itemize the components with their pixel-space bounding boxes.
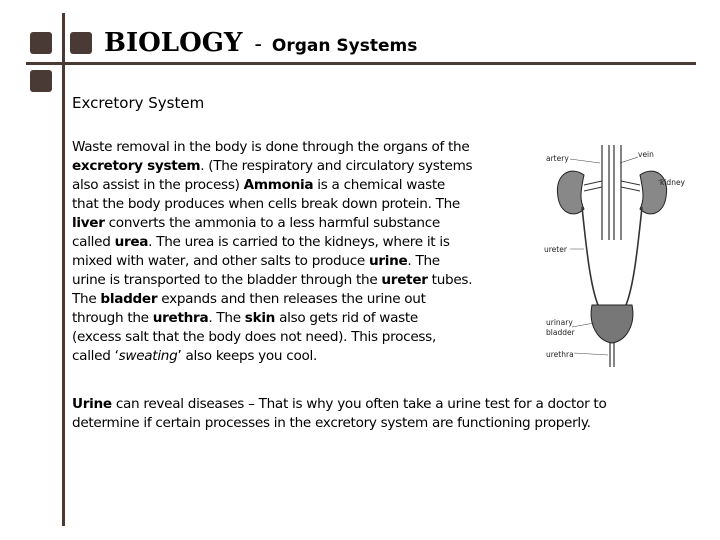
text-run: can reveal diseases – That is why you often take a urine test for a doctor to — [111, 396, 607, 412]
key-term: ureter — [381, 272, 428, 288]
emphasized-term: sweating — [118, 348, 178, 364]
text-run: The — [72, 291, 101, 307]
body-line — [72, 347, 520, 366]
key-term: liver — [72, 215, 105, 231]
decor-square-2 — [70, 32, 92, 54]
diagram-ureter-right — [626, 207, 642, 305]
body-paragraph — [72, 138, 520, 366]
diagram-label-bladder-2: bladder — [546, 328, 575, 337]
text-run: mixed with water, and other salts to produce — [72, 253, 369, 269]
text-run: converts the ammonia to a less harmful substance — [104, 215, 440, 231]
diagram-label-artery: artery — [546, 154, 569, 163]
diagram-bladder — [591, 305, 633, 343]
body-line — [72, 328, 520, 347]
decor-square-1 — [30, 32, 52, 54]
diagram-kidney-left — [557, 171, 584, 214]
body-line — [72, 290, 520, 309]
text-run: through the — [72, 310, 153, 326]
body-line — [72, 176, 520, 195]
text-run: also assist in the process) — [72, 177, 244, 193]
key-term: excretory system — [72, 158, 201, 174]
text-run: urine is transported to the bladder through the — [72, 272, 382, 288]
title-subtitle: Organ Systems — [271, 36, 418, 56]
frame-horizontal-rule — [26, 62, 696, 65]
body-line — [72, 195, 520, 214]
key-term: bladder — [100, 291, 158, 307]
body-line — [72, 252, 520, 271]
text-run: tubes. — [427, 272, 473, 288]
text-run: is a chemical waste — [313, 177, 445, 193]
key-term: urethra — [152, 310, 209, 326]
diagram-artery-vessel — [602, 145, 609, 240]
key-term: skin — [244, 310, 276, 326]
footer-paragraph — [72, 395, 672, 433]
key-term: Ammonia — [243, 177, 314, 193]
page-title — [104, 30, 417, 56]
text-run: determine if certain processes in the excretory system are functioning properly. — [72, 415, 591, 431]
text-run: (excess salt that the body does not need). This process, — [72, 329, 436, 345]
diagram-label-ureter: ureter — [544, 245, 567, 254]
key-term: Urine — [72, 396, 112, 412]
text-run: expands and then releases the urine out — [157, 291, 426, 307]
key-term: urea — [114, 234, 149, 250]
text-run: that the body produces when cells break down protein. The — [72, 196, 460, 212]
footer-line — [72, 395, 672, 414]
body-line — [72, 271, 520, 290]
body-line — [72, 157, 520, 176]
body-line — [72, 309, 520, 328]
section-heading: Excretory System — [72, 94, 205, 112]
diagram-vein-vessel — [614, 145, 621, 240]
diagram-label-urethra: urethra — [546, 350, 574, 359]
diagram-label-vein: vein — [638, 150, 654, 159]
text-run: also gets rid of waste — [275, 310, 418, 326]
text-run: . The — [407, 253, 440, 269]
text-run: . The — [208, 310, 245, 326]
diagram-renal-vessels — [584, 181, 640, 191]
diagram-label-bladder-1: urinary — [546, 318, 573, 327]
text-run: called ‘ — [72, 348, 119, 364]
diagram-ureter-left — [582, 207, 598, 305]
text-run: called — [72, 234, 115, 250]
excretory-system-diagram — [540, 145, 690, 370]
key-term: urine — [368, 253, 408, 269]
text-run: . The urea is carried to the kidneys, where it is — [148, 234, 450, 250]
text-run: Waste removal in the body is done through the organs of the — [72, 139, 470, 155]
title-main: BIOLOGY — [104, 28, 243, 58]
body-line — [72, 233, 520, 252]
diagram-urethra — [610, 343, 614, 367]
diagram-label-kidney: kidney — [660, 178, 685, 187]
frame-vertical-rule — [62, 13, 65, 526]
text-run: . (The respiratory and circulatory systems — [200, 158, 473, 174]
title-dash: - — [254, 32, 262, 57]
footer-line — [72, 414, 672, 433]
body-line — [72, 138, 520, 157]
decor-square-3 — [30, 70, 52, 92]
body-line — [72, 214, 520, 233]
text-run: ’ also keeps you cool. — [177, 348, 317, 364]
